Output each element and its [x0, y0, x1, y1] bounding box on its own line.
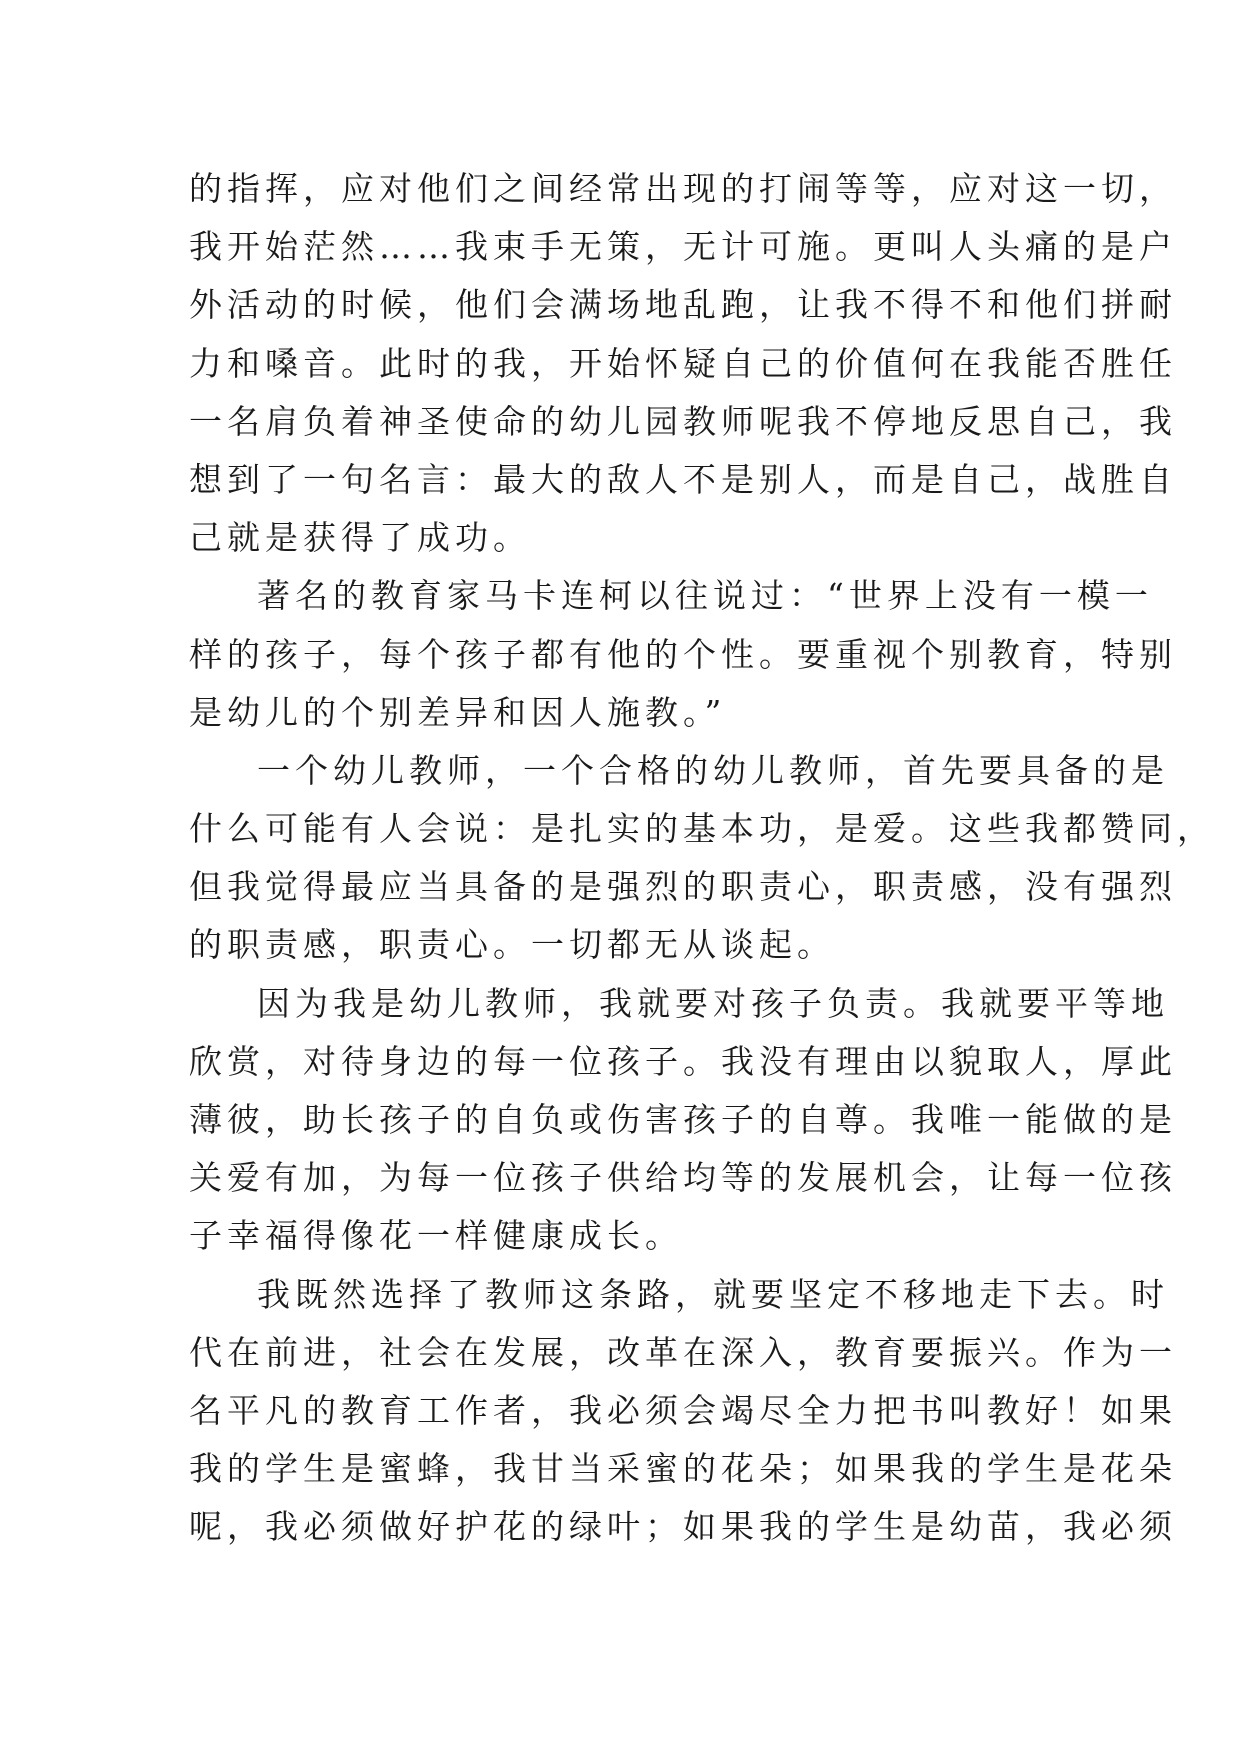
text-line: 想到了一句名言：最大的敌人不是别人，而是自己，战胜自 [189, 459, 1177, 499]
text-line: 欣赏，对待身边的每一位孩子。我没有理由以貌取人，厚此 [189, 1041, 1177, 1081]
paragraph-first-line: 我既然选择了教师这条路，就要坚定不移地走下去。时 [257, 1274, 1169, 1314]
text-line: 外活动的时候，他们会满场地乱跑，让我不得不和他们拼耐 [189, 285, 1177, 325]
text-line: 是幼儿的个别差异和因人施教。” [189, 692, 727, 732]
text-line: 呢，我必须做好护花的绿叶；如果我的学生是幼苗，我必须 [189, 1507, 1177, 1547]
text-line: 代在前进，社会在发展，改革在深入，教育要振兴。作为一 [189, 1332, 1177, 1372]
text-line: 的职责感，职责心。一切都无从谈起。 [189, 925, 835, 965]
text-line: 样的孩子，每个孩子都有他的个性。要重视个别教育，特别 [189, 634, 1177, 674]
text-line: 子幸福得像花一样健康成长。 [189, 1216, 683, 1256]
text-line: 我开始茫然……我束手无策，无计可施。更叫人头痛的是户 [189, 227, 1177, 267]
text-line: 我的学生是蜜蜂，我甘当采蜜的花朵；如果我的学生是花朵 [189, 1449, 1177, 1489]
text-line: 名平凡的教育工作者，我必须会竭尽全力把书叫教好！如果 [189, 1390, 1177, 1430]
text-line: 力和嗓音。此时的我，开始怀疑自己的价值何在我能否胜任 [189, 343, 1177, 383]
paragraph-first-line: 著名的教育家马卡连柯以往说过：“世界上没有一模一 [257, 576, 1153, 616]
text-line: 己就是获得了成功。 [189, 518, 531, 558]
text-line: 薄彼，助长孩子的自负或伤害孩子的自尊。我唯一能做的是 [189, 1100, 1177, 1139]
text-line: 什么可能有人会说：是扎实的基本功，是爱。这些我都赞同， [189, 809, 1215, 849]
text-line: 一名肩负着神圣使命的幼儿园教师呢我不停地反思自己，我 [189, 401, 1177, 441]
text-line: 关爱有加，为每一位孩子供给均等的发展机会，让每一位孩 [189, 1158, 1177, 1198]
text-line: 的指挥，应对他们之间经常出现的打闹等等，应对这一切， [189, 169, 1177, 208]
body-text [189, 160, 1215, 1557]
text-line: 但我觉得最应当具备的是强烈的职责心，职责感，没有强烈 [189, 867, 1177, 907]
paragraph-first-line: 一个幼儿教师，一个合格的幼儿教师，首先要具备的是 [257, 750, 1169, 790]
paragraph-first-line: 因为我是幼儿教师，我就要对孩子负责。我就要平等地 [257, 983, 1169, 1023]
